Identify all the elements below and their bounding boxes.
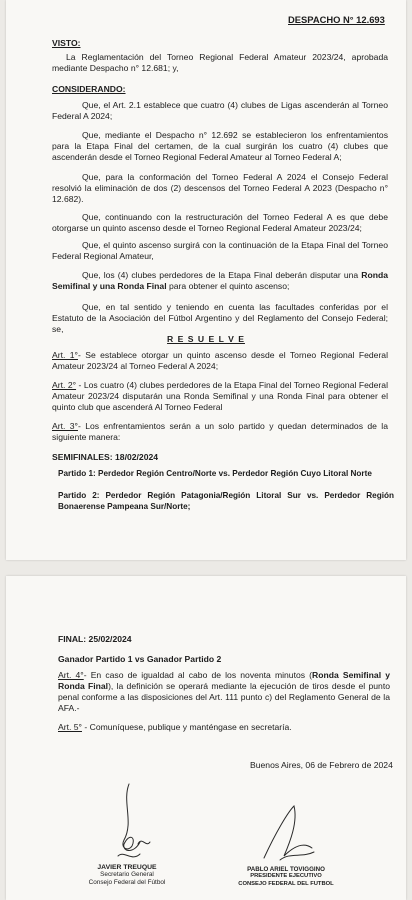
document-page-2 [6,576,406,900]
considerando-paragraph-7: Que, en tal sentido y teniendo en cuenta las facultades conferidas por el Estatuto de la Asociación del Fútbol Argentino y del Reglamento del Consejo Federal; se, [52,302,388,334]
signer-1-name: JAVIER TREUQUE [97,864,157,871]
considerando-heading: CONSIDERANDO: [52,84,126,94]
signer-2-title: PRESIDENTE EJECUTIVO [250,873,322,880]
considerando-paragraph-6 [52,270,388,292]
visto-heading: VISTO: [52,38,81,48]
signature-1-scribble [94,782,164,872]
considerando-paragraph-5: Que, el quinto ascenso surgirá con la continuación de la Etapa Final del Torneo Federal Regional Amateur, [52,240,388,261]
art1-label: Art. 1° [52,350,78,360]
considerando-paragraph-3: Que, para la conformación del Torneo Federal A 2024 el Consejo Federal resolvió la eliminación de dos (2) descensos del Torneo Federal A 2023 (Despacho n° 12.682). [52,172,388,204]
resuelve-heading: R E S U E L V E [167,334,245,344]
art3-label: Art. 3° [52,421,78,431]
art5-label: Art. 5° [58,722,82,732]
signature-block-1 [72,864,182,886]
dispatch-number: DESPACHO N° 12.693 [288,14,385,25]
considerando-paragraph-2: Que, mediante el Despacho n° 12.692 se establecieron los enfrentamientos para la Etapa Final del certamen, de la cual surgirán los cuatro (4) clubes que ascenderán desde el Torneo Regional Federal Amateur al Torneo Federal A; [52,130,388,162]
signer-2-org: CONSEJO FEDERAL DEL FUTBOL [238,880,334,887]
signer-1-org: Consejo Federal del Fútbol [88,878,166,886]
considerando-paragraph-1: Que, el Art. 2.1 establece que cuatro (4) clubes de Ligas ascenderán al Torneo Federal A 2024; [52,100,388,121]
art4-label: Art. 4° [58,670,84,680]
article-4 [58,670,390,714]
para6-end: para obtener el quinto ascenso; [166,281,290,291]
art5-text: - Comuníquese, publique y manténgase en secretaría. [81,722,292,732]
final-match: Ganador Partido 1 vs Ganador Partido 2 [58,654,222,664]
signer-2-name: PABLO ARIEL TOVIGGINO [247,866,325,873]
art4-start: - En caso de igualdad al cabo de los noventa minutos ( [83,670,313,680]
signature-2-scribble [254,802,324,872]
para6-start: Que, los (4) clubes perdedores de la Etapa Final deberán disputar una [82,270,362,280]
art4-bold: Ronda Semifinal y Ronda Final [58,670,390,691]
semifinals-heading: SEMIFINALES: 18/02/2024 [52,452,159,462]
article-5 [58,722,390,733]
art1-text: - Se establece otorgar un quinto ascenso desde el Torneo Regional Federal Amateur 2023/24 al Torneo Federal A 2024; [52,350,388,371]
match-2: Partido 2: Perdedor Región Patagonia/Región Litoral Sur vs. Perdedor Región Bonaerense Pampeana Sur/Norte; [58,491,394,511]
article-2 [52,380,388,413]
art2-text: - Los cuatro (4) clubes perdedores de la Etapa Final del Torneo Regional Federal Amateur 2023/24 disputarán una Ronda Semifinal y una Ronda Final para obtener el quinto club que ascenderá Al Torneo Federal [52,380,388,412]
art3-text: - Los enfrentamientos serán a un solo partido y quedan determinados de la siguiente manera: [52,421,388,442]
document-page-1 [6,0,406,560]
para6-bold: Ronda Semifinal y una Ronda Final [52,270,388,291]
signer-1-title: Secretario General [100,871,154,879]
place-and-date: Buenos Aires, 06 de Febrero de 2024 [250,760,393,770]
final-heading: FINAL: 25/02/2024 [58,634,132,644]
art2-label: Art. 2° [52,380,77,390]
considerando-paragraph-4: Que, continuando con la restructuración del Torneo Federal A es que debe otorgarse un quinto ascenso desde el Torneo Regional Federal Amateur 2023/24; [52,212,388,233]
visto-text: La Reglamentación del Torneo Regional Federal Amateur 2023/24, aprobada mediante Despacho n° 12.681; y, [52,52,388,73]
article-1 [52,350,388,372]
signature-block-2 [224,866,348,888]
art4-end: ), la definición se operará mediante la ejecución de tiros desde el punto penal conforme a las disposiciones del Art. 111 punto c) del Reglamento General de la AFA.- [58,681,390,713]
match-1: Partido 1: Perdedor Región Centro/Norte vs. Perdedor Región Cuyo Litoral Norte [58,469,372,478]
article-3 [52,421,388,443]
